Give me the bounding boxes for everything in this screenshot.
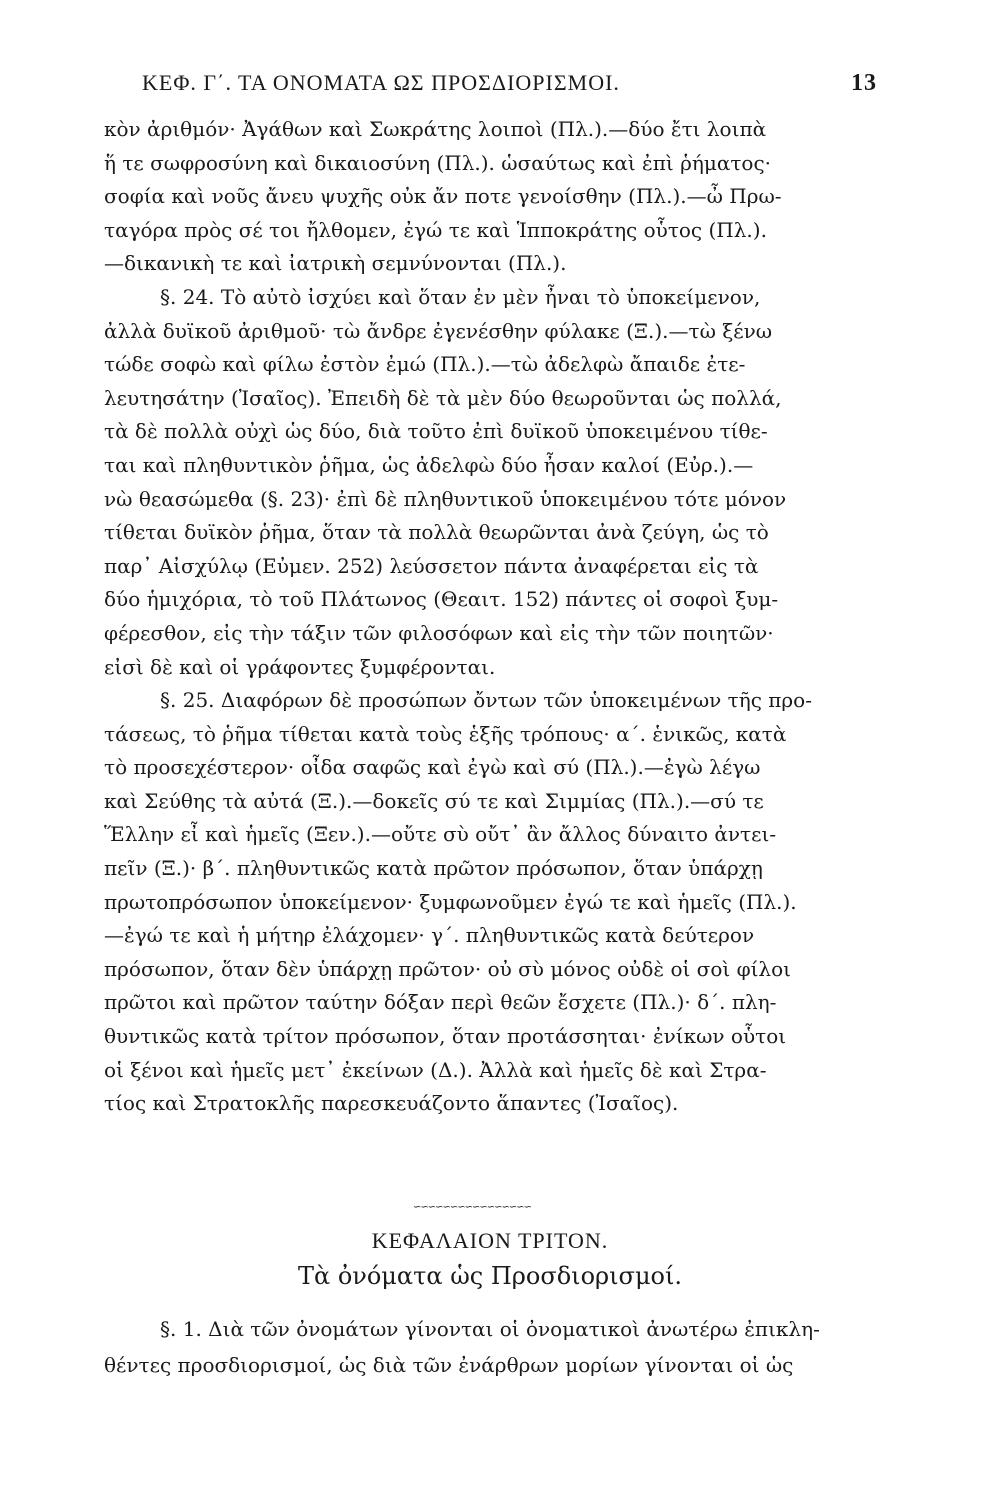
text-line: πρῶτοι καὶ πρῶτον ταύτην δόξαν περὶ θεῶν ἔσχετε (Πλ.)· δ΄. πλη-	[104, 990, 777, 1015]
text-line: δύο ἡμιχόρια, τὸ τοῦ Πλάτωνος (Θεαιτ. 152) πάντες οἱ σοφοὶ ξυμ-	[104, 587, 779, 612]
text-line: σοφία καὶ νοῦς ἄνευ ψυχῆς οὐκ ἄν ποτε γενοίσθην (Πλ.).—ὦ Πρω-	[104, 184, 782, 209]
paragraph-1-start: §. 1. Διὰ τῶν ὀνομάτων γίνονται οἱ ὀνοματικοὶ ἀνωτέρω ἐπικλη-	[160, 1317, 820, 1341]
text-line: θυντικῶς κατὰ τρίτον πρόσωπον, ὅταν προτάσσηται· ἐνίκων οὗτοι	[104, 1024, 787, 1049]
page-number: 13	[851, 70, 877, 96]
text-line: ἀλλὰ δυϊκοῦ ἀριθμοῦ· τὼ ἄνδρε ἐγενέσθην φύλακε (Ξ.).—τὼ ξένω	[104, 318, 773, 343]
text-line: —ἐγώ τε καὶ ἡ μήτηρ ἐλάχομεν· γ΄. πληθυντικῶς κατὰ δεύτερον	[104, 923, 755, 948]
body-text	[104, 113, 876, 1121]
text-line: τάσεως, τὸ ῥῆμα τίθεται κατὰ τοὺς ἑξῆς τρόπους· α΄. ἑνικῶς, κατὰ	[104, 721, 787, 746]
text-line: τὰ δὲ πολλὰ οὐχὶ ὡς δύο, διὰ τοῦτο ἐπὶ δυϊκοῦ ὑποκειμένου τίθε-	[104, 419, 768, 444]
text-line: κὸν ἀριθμόν· Ἀγάθων καὶ Σωκράτης λοιποὶ (Πλ.).—δύο ἔτι λοιπὰ	[104, 117, 767, 141]
text-line: λευτησάτην (Ἰσαῖος). Ἐπειδὴ δὲ τὰ μὲν δύο θεωροῦνται ὡς πολλά,	[104, 385, 782, 410]
text-line: παρ᾽ Αἰσχύλῳ (Εὐμεν. 252) λεύσσετον πάντα ἀναφέρεται εἰς τὰ	[104, 553, 759, 578]
text-line: φέρεσθον, εἰς τὴν τάξιν τῶν φιλοσόφων καὶ εἰς τὴν τῶν ποιητῶν·	[104, 620, 774, 645]
text-line: τίος καὶ Στρατοκλῆς παρεσκευάζοντο ἅπαντες (Ἰσαῖος).	[104, 1091, 679, 1116]
text-line: τώδε σοφὼ καὶ φίλω ἐστὸν ἐμώ (Πλ.).—τὼ ἀδελφὼ ἄπαιδε ἐτε-	[104, 352, 746, 377]
text-line: νὼ θεασώμεθα (§. 23)· ἐπὶ δὲ πληθυντικοῦ ὑποκειμένου τότε μόνον	[104, 486, 787, 511]
text-line: οἱ ξένοι καὶ ἡμεῖς μετ᾽ ἐκείνων (Δ.). Ἀλλὰ καὶ ἡμεῖς δὲ καὶ Στρα-	[104, 1057, 767, 1082]
chapter-body-text	[104, 1311, 876, 1383]
text-line: πεῖν (Ξ.)· β΄. πληθυντικῶς κατὰ πρῶτον πρόσωπον, ὅταν ὑπάρχῃ	[104, 856, 763, 881]
ornamental-divider: ∽∽∽∽∽∽∽∽∽∽∽∽∽∽∽∽	[413, 1202, 532, 1213]
running-header	[142, 70, 877, 100]
text-line: ται καὶ πληθυντικὸν ῥῆμα, ὡς ἀδελφὼ δύο ἦσαν καλοί (Εὐρ.).—	[104, 452, 754, 477]
text-line: τίθεται δυϊκὸν ῥῆμα, ὅταν τὰ πολλὰ θεωρῶνται ἀνὰ ζεύγη, ὡς τὸ	[104, 520, 769, 545]
text-line: θέντες προσδιορισμοί, ὡς διὰ τῶν ἐνάρθρων μορίων γίνονται οἱ ὡς	[104, 1353, 794, 1377]
paragraph-24-start: §. 24. Τὸ αὐτὸ ἰσχύει καὶ ὅταν ἐν μὲν ἦναι τὸ ὑποκείμενον,	[160, 284, 761, 309]
text-line: Ἕλλην εἶ καὶ ἡμεῖς (Ξεν.).—οὔτε σὺ οὔτ᾽ ἂν ἄλλος δύναιτο ἀντει-	[104, 822, 777, 847]
text-line: εἰσὶ δὲ καὶ οἱ γράφοντες ξυμφέρονται.	[104, 654, 496, 679]
text-line: ταγόρα πρὸς σέ τοι ἤλθομεν, ἐγώ τε καὶ Ἱπποκράτης οὗτος (Πλ.).	[104, 217, 767, 242]
text-line: καὶ Σεύθης τὰ αὐτά (Ξ.).—δοκεῖς σύ τε καὶ Σιμμίας (Πλ.).—σύ τε	[104, 788, 764, 813]
paragraph-25-start: §. 25. Διαφόρων δὲ προσώπων ὄντων τῶν ὑποκειμένων τῆς προ-	[160, 688, 812, 713]
text-line: πρόσωπον, ὅταν δὲν ὑπάρχῃ πρῶτον· οὐ σὺ μόνος οὐδὲ οἱ σοὶ φίλοι	[104, 956, 791, 981]
chapter-subtitle: Τὰ ὀνόματα ὡς Προσδιορισμοί.	[297, 1262, 683, 1290]
running-title: ΚΕΦ. Γ΄. ΤΑ ΟΝΟΜΑΤΑ ΩΣ ΠΡΟΣΔΙΟΡΙΣΜΟΙ.	[142, 70, 620, 95]
text-line: ἥ τε σωφροσύνη καὶ δικαιοσύνη (Πλ.). ὡσαύτως καὶ ἐπὶ ῥήματος·	[104, 150, 772, 175]
text-line: τὸ προσεχέστερον· οἶδα σαφῶς καὶ ἐγὼ καὶ σύ (Πλ.).—ἐγὼ λέγω	[104, 755, 761, 780]
text-line: —δικανικὴ τε καὶ ἰατρικὴ σεμνύνονται (Πλ.).	[104, 251, 567, 276]
text-line: πρωτοπρόσωπον ὑποκείμενον· ξυμφωνοῦμεν ἐγώ τε καὶ ἡμεῖς (Πλ.).	[104, 889, 797, 914]
chapter-heading: ΚΕΦΑΛΑΙΟΝ ΤΡΙΤΟΝ.	[371, 1228, 609, 1253]
